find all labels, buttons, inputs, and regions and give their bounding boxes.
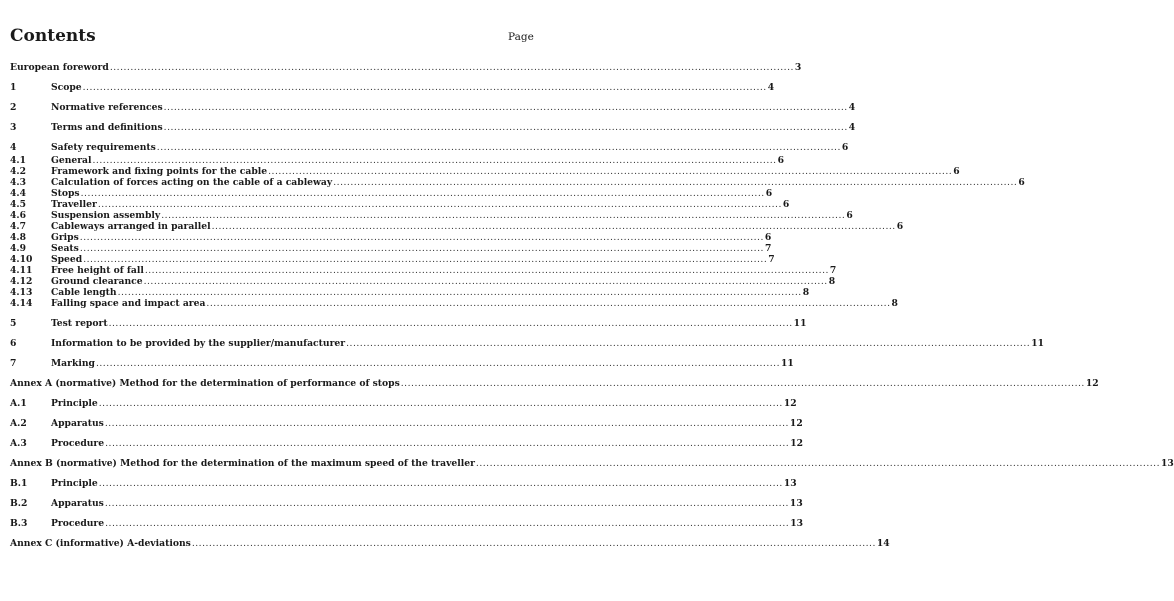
toc-entry-number: 4.12 — [10, 276, 33, 287]
toc-entry[interactable] — [10, 155, 785, 166]
toc-entry-title: European foreword — [10, 62, 109, 73]
toc-entry[interactable] — [10, 458, 1174, 469]
toc-entry[interactable] — [10, 199, 790, 210]
toc-entry[interactable] — [10, 276, 836, 287]
toc-leader-dots: ........................................................................................................................................................................................................ — [82, 82, 767, 93]
toc-entry-page: 7 — [768, 254, 775, 265]
toc-entry-number: 7 — [10, 358, 17, 369]
toc-entry-number: 4.9 — [10, 243, 26, 254]
toc-entry-number: 4 — [10, 142, 17, 153]
toc-entry-page: 8 — [802, 287, 810, 298]
toc-entry-number: 6 — [10, 338, 17, 349]
toc-leader-dots: ........................................................................................................................................................................................................ — [109, 62, 794, 73]
toc-entry-page: 6 — [953, 166, 960, 177]
toc-entry[interactable] — [10, 142, 849, 153]
toc-leader-dots: ........................................................................................................................................................................................................ — [79, 243, 764, 254]
toc-leader-dots: ........................................................................................................................................................................................................ — [105, 438, 790, 449]
toc-entry-page: 13 — [1161, 458, 1174, 469]
toc-entry-page: 6 — [782, 199, 790, 210]
toc-leader-dots: ........................................................................................................................................................................................................ — [104, 498, 789, 509]
toc-entry-title: Grips — [51, 232, 79, 243]
toc-entry-title: Principle — [51, 478, 98, 489]
toc-entry[interactable] — [10, 538, 890, 549]
toc-entry-page: 6 — [764, 232, 772, 243]
toc-leader-dots: ........................................................................................................................................................................................................ — [268, 166, 953, 177]
toc-entry[interactable] — [10, 298, 898, 309]
toc-entry[interactable] — [10, 378, 1099, 389]
toc-entry[interactable] — [10, 210, 853, 221]
toc-leader-dots: ........................................................................................................................................................................................................ — [143, 276, 828, 287]
toc-entry-page: 12 — [1085, 378, 1099, 389]
toc-entry-page: 11 — [793, 318, 807, 329]
toc-entry[interactable] — [10, 166, 960, 177]
toc-entry[interactable] — [10, 177, 1025, 188]
toc-leader-dots: ........................................................................................................................................................................................................ — [83, 254, 768, 265]
toc-entry[interactable] — [10, 338, 1044, 349]
toc-leader-dots: ........................................................................................................................................................................................................ — [98, 478, 783, 489]
toc-entry-title: Free height of fall — [51, 265, 144, 276]
toc-leader-dots: ........................................................................................................................................................................................................ — [108, 318, 793, 329]
toc-entry-page: 8 — [891, 298, 898, 309]
toc-entry-title: Suspension assembly — [51, 210, 161, 221]
toc-leader-dots: ........................................................................................................................................................................................................ — [144, 265, 829, 276]
toc-leader-dots: ........................................................................................................................................................................................................ — [95, 358, 781, 369]
toc-entry-page: 4 — [848, 102, 856, 113]
toc-entry-page: 12 — [783, 398, 797, 409]
toc-entry[interactable] — [10, 82, 775, 93]
toc-entry[interactable] — [10, 418, 803, 429]
page-title: Contents — [10, 26, 96, 46]
toc-entry-title: Procedure — [51, 518, 105, 529]
toc-entry[interactable] — [10, 122, 856, 133]
toc-entry[interactable] — [10, 232, 772, 243]
toc-entry-title: Annex C (informative) A-deviations — [10, 538, 191, 549]
toc-entry-number: 4.5 — [10, 199, 26, 210]
toc-leader-dots: ........................................................................................................................................................................................................ — [191, 538, 876, 549]
toc-entry-title: Seats — [51, 243, 79, 254]
toc-entry-page: 6 — [777, 155, 785, 166]
toc-entry-page: 13 — [790, 518, 803, 529]
toc-entry[interactable] — [10, 243, 772, 254]
toc-entry-number: B.2 — [10, 498, 28, 509]
toc-entry-page: 6 — [1018, 177, 1025, 188]
toc-entry-page: 6 — [765, 188, 773, 199]
toc-entry-number: 4.7 — [10, 221, 26, 232]
toc-leader-dots: ........................................................................................................................................................................................................ — [400, 378, 1085, 389]
toc-entry-number: 4.6 — [10, 210, 26, 221]
toc-entry-number: 4.2 — [10, 166, 26, 177]
toc-entry-title: Ground clearance — [51, 276, 143, 287]
toc-leader-dots: ........................................................................................................................................................................................................ — [206, 298, 891, 309]
toc-entry-title: General — [51, 155, 92, 166]
toc-entry-title: Cable length — [51, 287, 117, 298]
toc-leader-dots: ........................................................................................................................................................................................................ — [163, 122, 848, 133]
toc-leader-dots: ........................................................................................................................................................................................................ — [80, 188, 765, 199]
toc-leader-dots: ........................................................................................................................................................................................................ — [98, 398, 783, 409]
toc-entry-title: Annex A (normative) Method for the determination of performance of stops — [10, 378, 400, 389]
toc-entry-title: Cableways arranged in parallel — [51, 221, 211, 232]
toc-entry-number: A.1 — [10, 398, 27, 409]
toc-entry-page: 13 — [789, 498, 803, 509]
toc-entry-page: 12 — [789, 418, 803, 429]
toc-entry-page: 7 — [829, 265, 837, 276]
toc-entry-number: 3 — [10, 122, 17, 133]
toc-entry-title: Framework and fixing points for the cable — [51, 166, 268, 177]
toc-entry-title: Terms and definitions — [51, 122, 163, 133]
page-column-label: Page — [508, 31, 534, 43]
toc-entry[interactable] — [10, 221, 904, 232]
toc-entry-page: 12 — [790, 438, 803, 449]
toc-entry-title: Apparatus — [51, 498, 104, 509]
toc-entry-title: Principle — [51, 398, 98, 409]
toc-entry-title: Traveller — [51, 199, 97, 210]
toc-entry-page: 7 — [764, 243, 772, 254]
toc-entry-title: Normative references — [51, 102, 163, 113]
toc-entry-title: Annex B (normative) Method for the determination of the maximum speed of the traveller — [10, 458, 475, 469]
toc-entry-number: 5 — [10, 318, 17, 329]
toc-leader-dots: ........................................................................................................................................................................................................ — [333, 177, 1018, 188]
toc-entry[interactable] — [10, 518, 803, 529]
toc-leader-dots: ........................................................................................................................................................................................................ — [163, 102, 848, 113]
toc-entry-page: 11 — [1031, 338, 1044, 349]
toc-entry-number: A.3 — [10, 438, 27, 449]
toc-entry-title: Safety requirements — [51, 142, 156, 153]
toc-leader-dots: ........................................................................................................................................................................................................ — [211, 221, 896, 232]
toc-entry[interactable] — [10, 358, 794, 369]
toc-entry-number: 4.8 — [10, 232, 26, 243]
toc-entry-number: 1 — [10, 82, 17, 93]
toc-entry[interactable] — [10, 102, 856, 113]
toc-entry-number: 4.1 — [10, 155, 26, 166]
toc-entry-number: 4.14 — [10, 298, 33, 309]
toc-entry-number: B.3 — [10, 518, 28, 529]
toc-leader-dots: ........................................................................................................................................................................................................ — [92, 155, 777, 166]
toc-entry-title: Information to be provided by the supplier/manufacturer — [51, 338, 346, 349]
toc-entry-page: 4 — [767, 82, 775, 93]
toc-entry[interactable] — [10, 188, 773, 199]
toc-entry-number: 2 — [10, 102, 17, 113]
toc-leader-dots: ........................................................................................................................................................................................................ — [346, 338, 1031, 349]
toc-entry-title: Stops — [51, 188, 80, 199]
toc-entry-number: 4.4 — [10, 188, 26, 199]
toc-leader-dots: ........................................................................................................................................................................................................ — [79, 232, 764, 243]
toc-entry-title: Calculation of forces acting on the cable of a cableway — [51, 177, 333, 188]
toc-entry-number: 4.3 — [10, 177, 26, 188]
toc-entry-page: 6 — [846, 210, 853, 221]
toc-entry[interactable] — [10, 318, 807, 329]
toc-entry[interactable] — [10, 287, 810, 298]
toc-entry-title: Marking — [51, 358, 95, 369]
toc-entry-page: 13 — [783, 478, 797, 489]
toc-entry[interactable] — [10, 498, 803, 509]
toc-entry-page: 4 — [848, 122, 856, 133]
toc-leader-dots: ........................................................................................................................................................................................................ — [156, 142, 841, 153]
toc-entry[interactable] — [10, 438, 803, 449]
toc-leader-dots: ........................................................................................................................................................................................................ — [104, 418, 789, 429]
toc-entry-number: 4.11 — [10, 265, 33, 276]
toc-entry-page: 6 — [841, 142, 849, 153]
toc-entry-page: 6 — [896, 221, 904, 232]
toc-entry[interactable] — [10, 254, 775, 265]
toc-entry-title: Speed — [51, 254, 83, 265]
toc-entry-title: Test report — [51, 318, 108, 329]
toc-entry-number: A.2 — [10, 418, 27, 429]
toc-entry-page: 3 — [794, 62, 802, 73]
toc-entry-page: 11 — [781, 358, 794, 369]
toc-entry[interactable] — [10, 478, 797, 489]
toc-entry-title: Falling space and impact area — [51, 298, 206, 309]
toc-entry-title: Scope — [51, 82, 82, 93]
toc-entry[interactable] — [10, 265, 837, 276]
toc-entry-number: B.1 — [10, 478, 28, 489]
toc-entry-number: 4.13 — [10, 287, 33, 298]
toc-leader-dots: ........................................................................................................................................................................................................ — [97, 199, 782, 210]
toc-entry[interactable] — [10, 62, 802, 73]
toc-leader-dots: ........................................................................................................................................................................................................ — [161, 210, 846, 221]
toc-entry-number: 4.10 — [10, 254, 33, 265]
toc-entry-title: Apparatus — [51, 418, 104, 429]
toc-leader-dots: ........................................................................................................................................................................................................ — [105, 518, 790, 529]
toc-leader-dots: ........................................................................................................................................................................................................ — [117, 287, 802, 298]
toc-leader-dots: ........................................................................................................................................................................................................ — [475, 458, 1161, 469]
toc-entry-title: Procedure — [51, 438, 105, 449]
toc-entry-page: 14 — [876, 538, 890, 549]
toc-entry-page: 8 — [828, 276, 836, 287]
toc-entry[interactable] — [10, 398, 797, 409]
